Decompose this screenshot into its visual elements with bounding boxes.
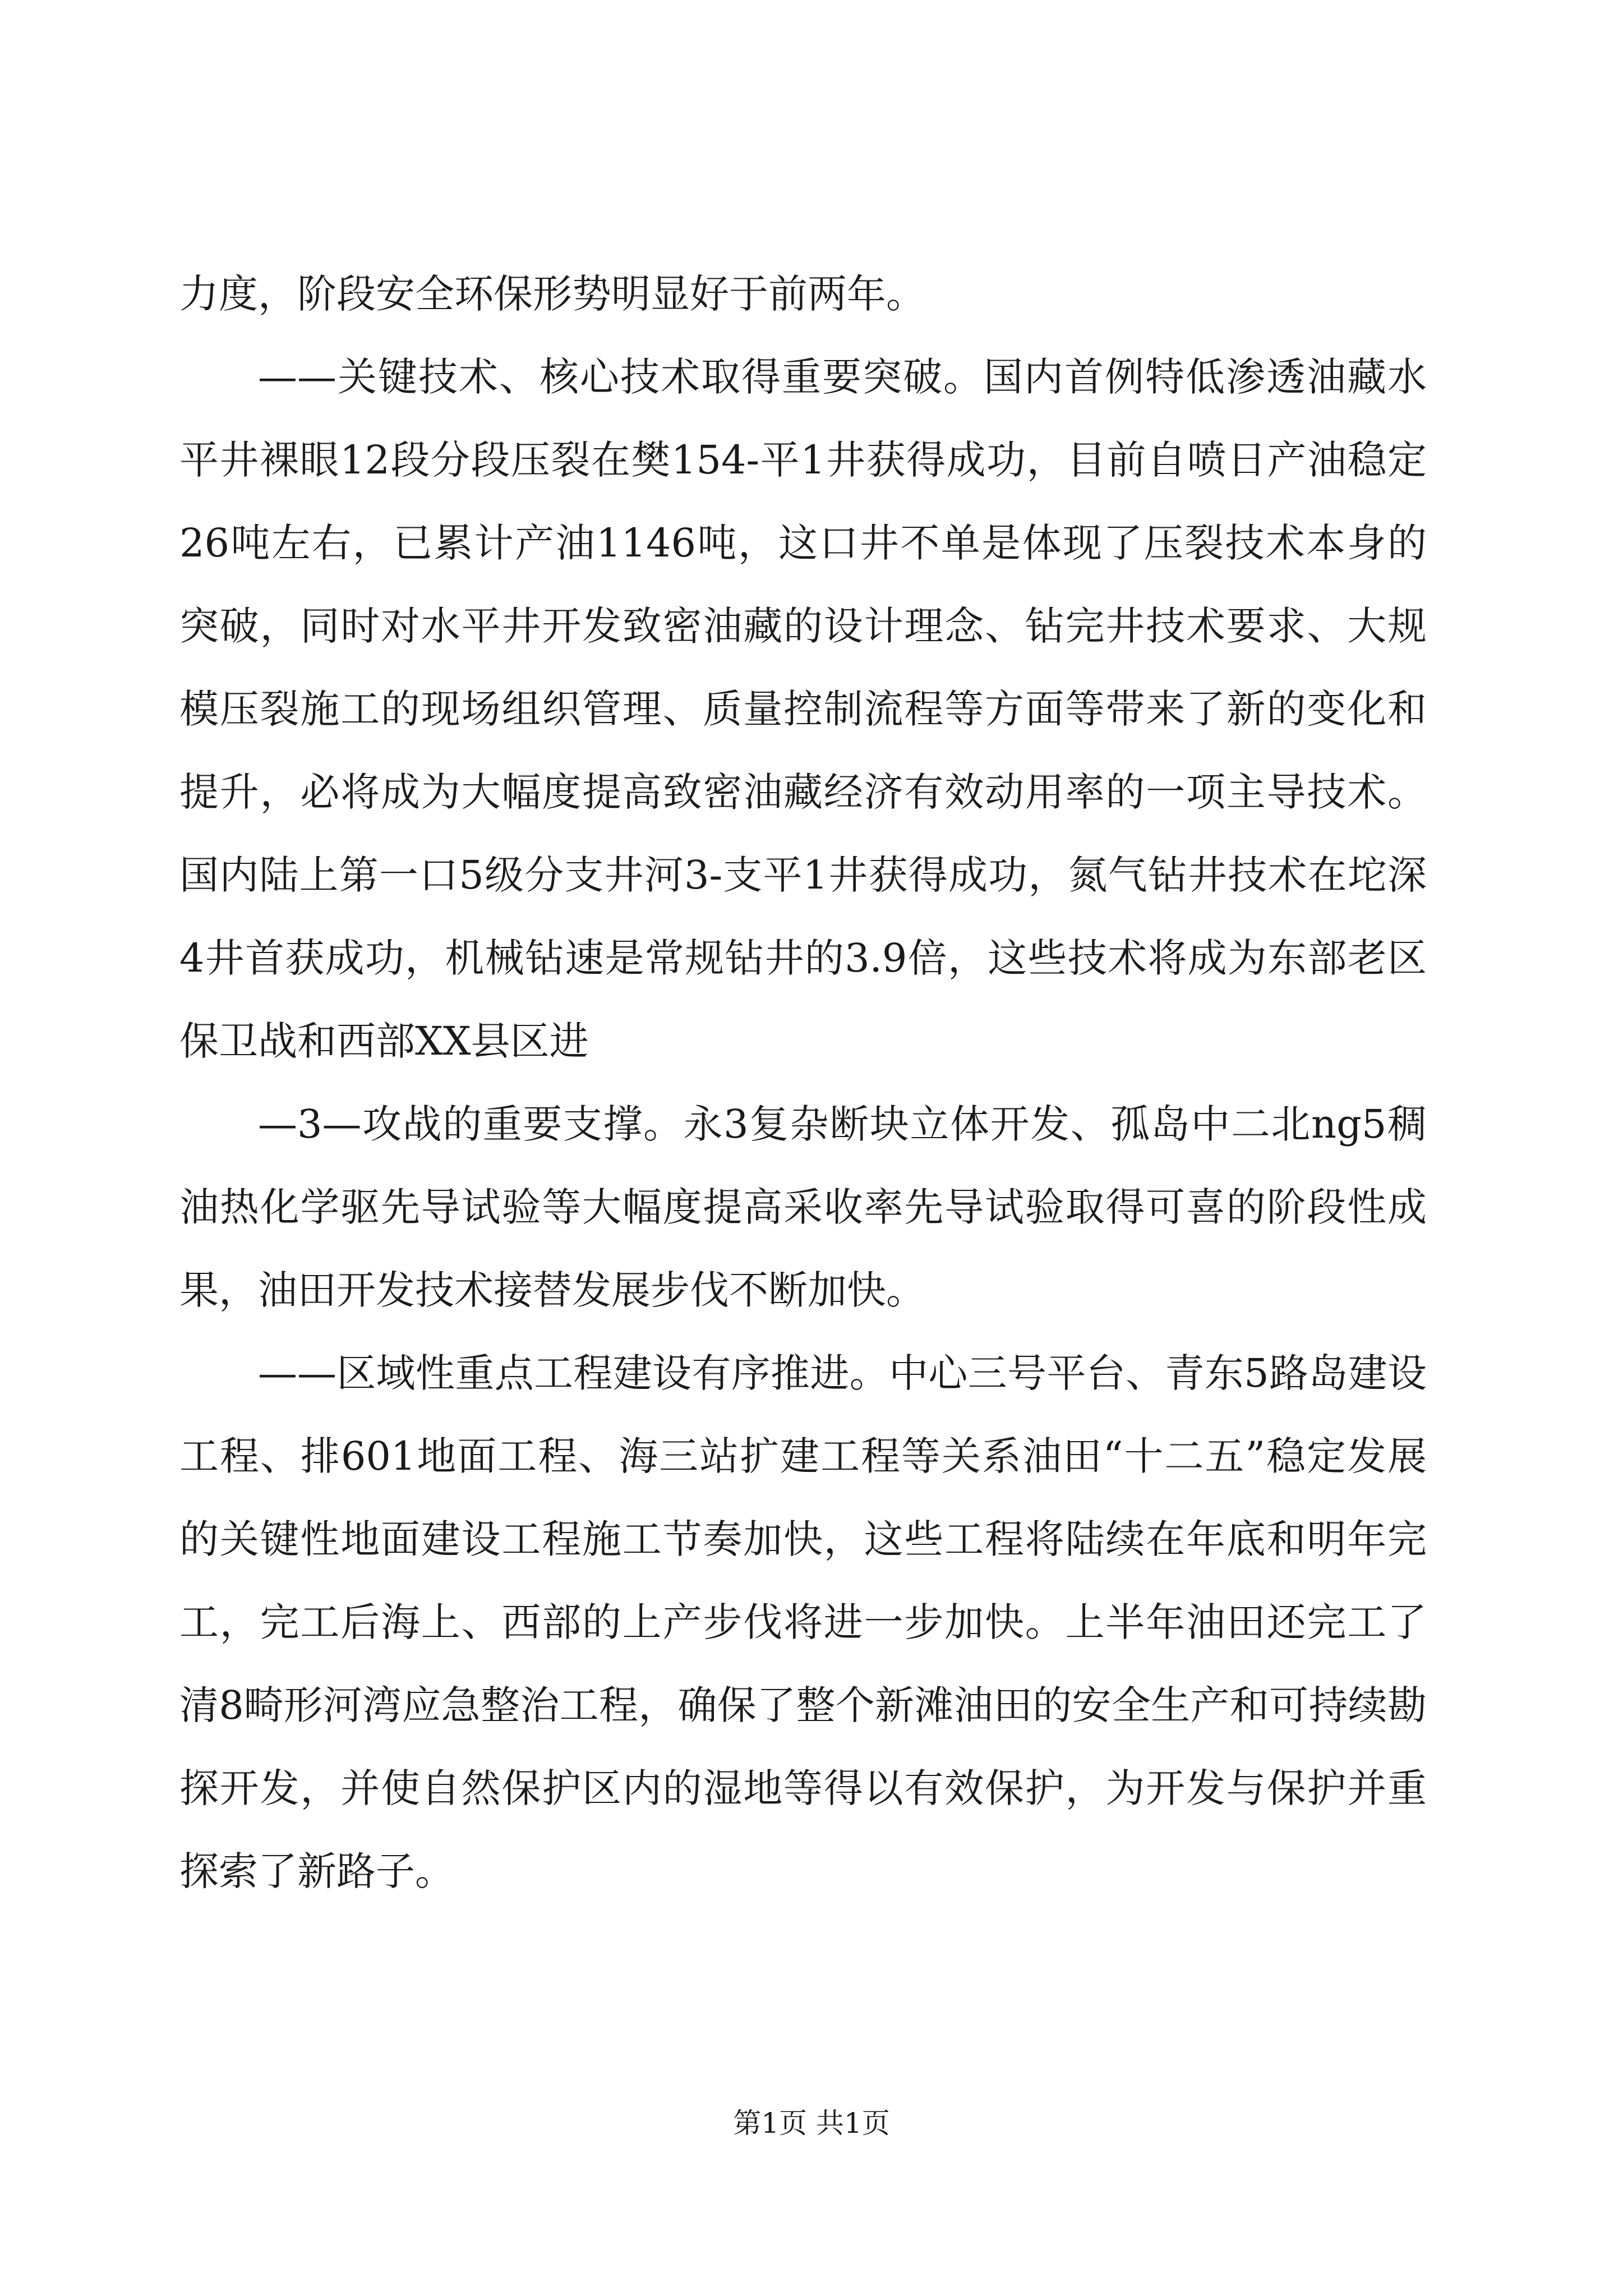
document-body [179, 252, 1427, 1913]
paragraph-pilot-tests: —3—攻战的重要支撑。永3复杂断块立体开发、孤岛中二北ng5稠油热化学驱先导试验等大幅度提高采收率先导试验取得可喜的阶段性成果，油田开发技术接替发展步伐不断加快。 [179, 1101, 1427, 1313]
page-footer: 第1页 共1页 [733, 2107, 890, 2139]
paragraph-continuation: 力度，阶段安全环保形势明显好于前两年。 [179, 271, 925, 317]
paragraph-key-technology: ——关键技术、核心技术取得重要突破。国内首例特低渗透油藏水平井裸眼12段分段压裂在樊154-平1井获得成功，目前自喷日产油稳定26吨左右，已累计产油1146吨，这口井不单是体现了压裂技术本身的突破，同时对水平井开发致密油藏的设计理念、钻完井技术要求、大规模压裂施工的现场组织管理、质量控制流程等方面等带来了新的变化和提升，必将成为大幅度提高致密油藏经济有效动用率的一项主导技术。国内陆上第一口5级分支井河3-支平1井获得成功，氮气钻井技术在坨深4井首获成功，机械钻速是常规钻井的3.9倍，这些技术将成为东部老区保卫战和西部XX县区进 [179, 354, 1427, 1064]
paragraph-key-projects: ——区域性重点工程建设有序推进。中心三号平台、青东5路岛建设工程、排601地面工程、海三站扩建工程等关系油田“十二五”稳定发展的关键性地面建设工程施工节奏加快，这些工程将陆续在年底和明年完工，完工后海上、西部的上产步伐将进一步加快。上半年油田还完工了清8畸形河湾应急整治工程，确保了整个新滩油田的安全生产和可持续勘探开发，并使自然保护区内的湿地等得以有效保护，为开发与保护并重探索了新路子。 [179, 1350, 1427, 1894]
